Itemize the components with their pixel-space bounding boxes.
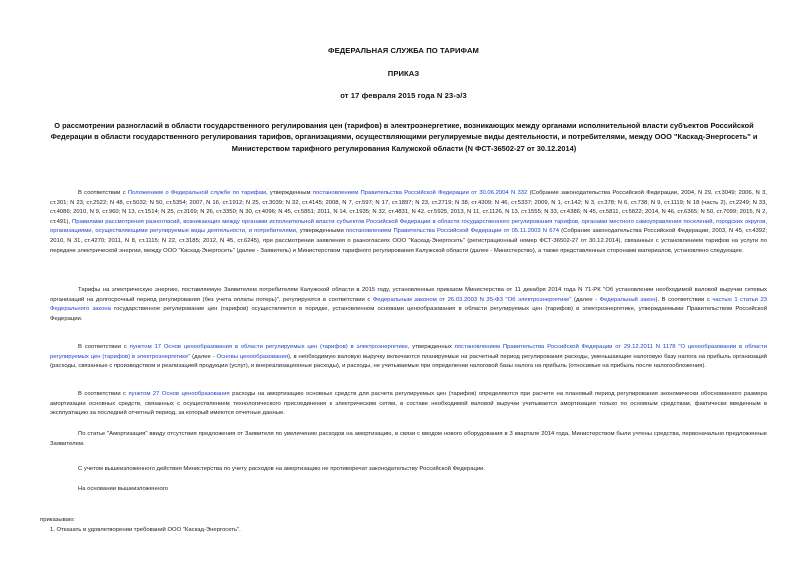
text: расходы на амортизацию основных средств для расчета регулируемых цен (тарифов) определяются при расчете на плановый период регулирования экономически обоснованного размера амортизации основных средств, связанных с осуществлением технологического присоединения к электрическим сетям, в составе необходимой валовой выручки учитывается амортизация только по основным средствам, фактически введенным в эксплуатацию за последний отчетный период, за который имеются отчетные данные. <box>50 391 768 417</box>
link-federal-law[interactable]: Федеральный закон <box>599 296 656 303</box>
link-decree-332[interactable]: постановлением Правительства Российской Федерации от 30.06.2004 N 332 <box>312 190 528 196</box>
link-point-27[interactable]: пунктом 27 Основ ценообразования <box>128 391 230 397</box>
text: (далее - <box>190 353 217 360</box>
text: (далее - <box>571 296 600 303</box>
text: С учетом вышеизложенного действия Министерства по учету расходов на амортизацию не противоречат законодательству Российской Федерации. <box>78 466 486 472</box>
text: приказываю: <box>40 517 76 523</box>
text: В соответствии с <box>78 190 128 196</box>
paragraph-basis-statement <box>50 485 767 495</box>
link-decree-674[interactable]: постановлением Правительства Российской Федерации от 05.11.2003 N 674 <box>345 228 560 235</box>
paragraph-basis <box>50 189 767 256</box>
paragraph-tariffs <box>50 286 767 324</box>
link-point-17[interactable]: пунктом 17 Основ ценообразования в области регулируемых цен (тарифов) в электроэнергетике <box>129 344 408 350</box>
text: В соответствии с <box>78 344 130 350</box>
link-pricing-basics[interactable]: Основы ценообразования <box>216 353 289 360</box>
link-dispute-rules[interactable]: Правилами рассмотрения разногласий, возникающих между органами исполнительной власти субъектов Российской Федерации в области государственного регулирования тарифов, органами местного самоуправления поселений, городских округов, организациями, осуществляющими регулируемые виды деятельности, и потребителями <box>50 218 767 235</box>
text: 1. Отказать в удовлетворении требований ООО "Каскад-Энергосеть". <box>50 527 241 533</box>
agency-heading: ФЕДЕРАЛЬНАЯ СЛУЖБА ПО ТАРИФАМ <box>328 46 479 55</box>
doc-type-heading: ПРИКАЗ <box>387 69 420 78</box>
date-number-heading: от 17 февраля 2015 года N 23-э/3 <box>340 91 467 100</box>
link-decree-1178[interactable]: постановлением Правительства Российской Федерации от 29.12.2011 N 1178 "О ценообразовании в области регулируемых цен (тарифов) в электроэнергетике" <box>50 344 767 360</box>
paragraph-conclusion <box>50 465 767 475</box>
text: В соответствии с <box>78 391 129 397</box>
paragraph-point-17 <box>50 343 767 372</box>
link-article-23[interactable]: частью 1 статьи 23 Федерального закона <box>50 296 768 313</box>
link-regulation-fst[interactable]: Положением о Федеральной службе по тарифам <box>127 190 266 196</box>
text: Тарифы на электрическую энергию, поставляемую Заявителем потребителям Калужской области в 2015 году, установленные приказом Министерства от 11 декабря 2014 года N 71-РК "Об установлении необходимой валовой выручки сетевых организаций на долгосрочный период регулирования (без учета оплаты потерь)", регулируются в соответствии с <box>50 287 767 303</box>
text: , утвержденными <box>296 228 346 235</box>
paragraph-order-word <box>40 516 757 526</box>
paragraph-order-item-1 <box>50 526 767 536</box>
link-federal-law-35[interactable]: Федеральным законом от 26.03.2003 N 35-ФЗ "Об электроэнергетике" <box>372 296 572 303</box>
text: По статье "Амортизация" ввиду отсутствия предложения от Заявителя по увеличению расходов на амортизацию, в связи с вводом нового оборудования в 3 квартале 2014 года, Министерством были учтены средства, первоначально предложенные Заявителем. <box>50 431 767 447</box>
paragraph-point-27 <box>50 390 767 419</box>
document-title: О рассмотрении разногласий в области государственного регулирования цен (тарифов) в электроэнергетике, возникающих между органами исполнительной власти субъектов Российской Федерации в области государственного регулирования тарифов, организациями, осуществляющими регулируемые виды деятельности, и потребителями, между ООО "Каскад-Энергосеть" и Министерством тарифного регулирования Калужской области (N ФСТ-36502-27 от 30.12.2014) <box>50 121 758 153</box>
text: На основании вышеизложенного <box>78 486 169 492</box>
text: ), в необходимую валовую выручку включаются планируемые на расчетный период регулирования расходы, уменьшающие налоговую базу налога на прибыль организаций (расходы, связанные с производством и реализацией продукции (услуг), и внереализационные расходы), и расходы, не учитываемые при определении налоговой базы налога на прибыль (относимые на прибыль после налогообложения). <box>50 353 767 370</box>
text: государственное регулирование цен (тарифов) осуществляется в порядке, установленном основами ценообразования в области регулируемых цен (тарифов) в электроэнергетике, утверждаемыми Правительством Российской Федерации. <box>50 306 767 322</box>
text: ). В соответствии с <box>655 296 713 303</box>
text: , утвержденных <box>407 344 455 350</box>
text: (Собрание законодательства Российской Федерации, 2003, N 45, ст.4392; 2010, N 31, ст.4270; 2011, N 8, ст.1115; N 22, ст.3185; 2012, N 45, ст.6245), при рассмотрении заявления о разногласиях ООО "Каскад-Энергосеть" (регистрационный номер ФСТ-36502-27 от 30.12.2014), связанных с установлением тарифов на услуги по передаче электрической энергии, между ООО "Каскад-Энергосеть" (далее - Заявитель) и Министерством тарифного регулирования Калужской области (далее - Министерство), а также представленных сторонами материалов, установлено следующее. <box>50 228 767 254</box>
paragraph-amortization <box>50 430 767 449</box>
text: , утвержденным <box>265 190 313 196</box>
text: (Собрание законодательства Российской Федерации, 2004, N 29, ст.3049; 2006, N 3, ст.301; N 23, ст.2522; N 48, ст.5032; N 50, ст.5354; 2007, N 16, ст.1912; N 25, ст.3039; N 32, ст.4145; 2008, N 7, ст.597; N 17, ст.1897; N 23, ст.2719; N 38, ст.4309; N 46, ст.5337; 2009, N 1, ст.142; N 3, ст.378; N 6, ст.738; N 9, ст.1119; N 18 (часть 2), ст.2249; N 33, ст.4086; 2010, N 9, ст.960; N 13, ст.1514; N 25, ст.3169; N 26, ст.3350; N 30, ст.4096; N 45, ст.5851; 2011, N 14, ст.1935; N 32, ст.4831, N 42, ст.5925, 2013, N 11, ст.1126, N 13, ст.1555; N 33, ст.4386; N 45, ст.5811, ст.5822; 2014, N 46, ст.6365; N 50, ст.7099; 2015, N 2, ст.491), <box>50 190 767 225</box>
